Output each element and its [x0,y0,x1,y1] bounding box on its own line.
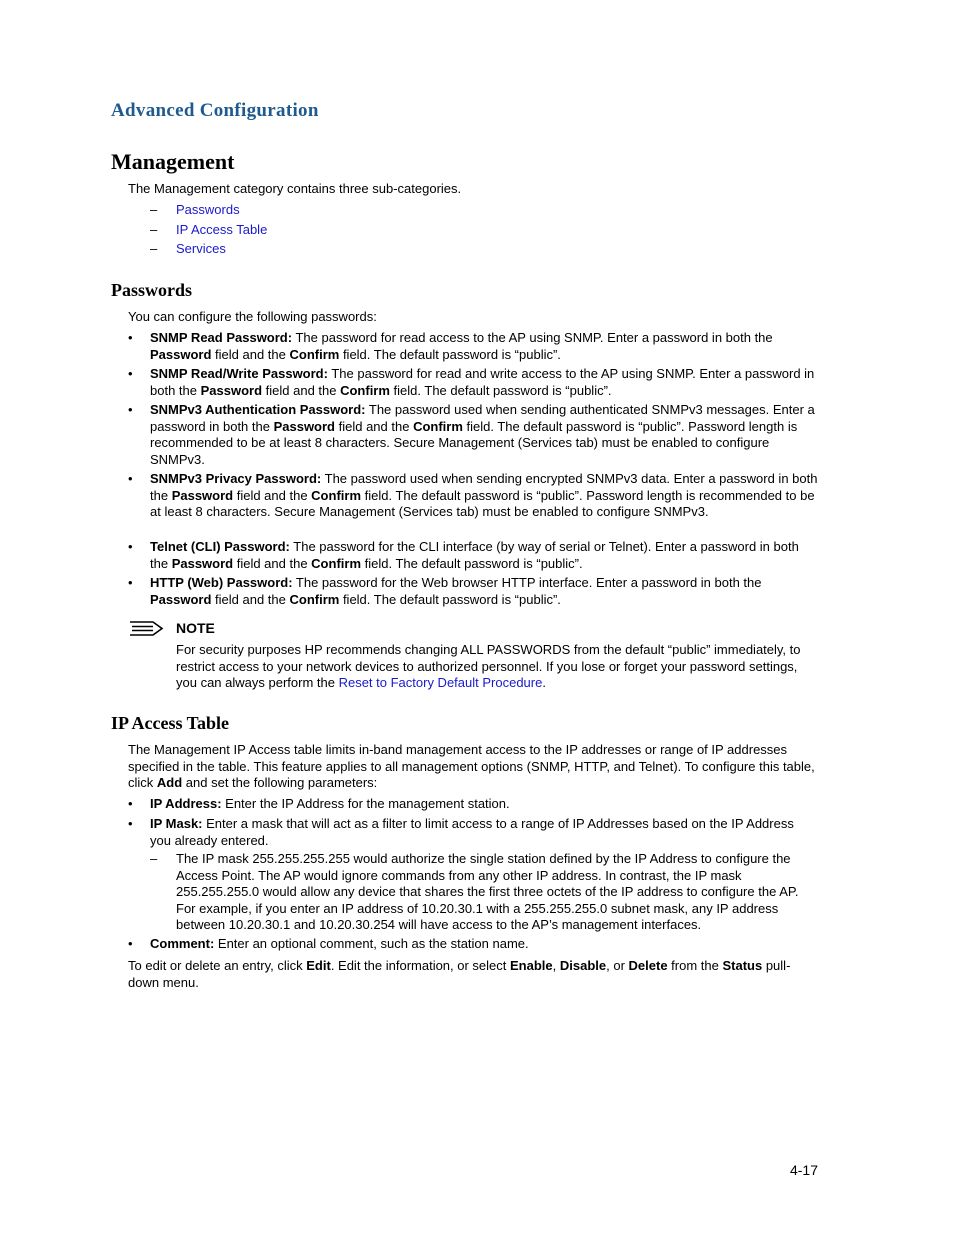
management-intro: The Management category contains three sub-categories. [128,181,462,196]
bullet-marker: • [128,936,133,951]
list-item-telnet: Telnet (CLI) Password: The password for the CLI interface (by way of serial or Telnet). Enter a password in both the Password field and the Confirm field. The default password is “public”. [150,539,799,571]
bullet-marker: • [128,816,133,831]
list-item-ip-mask: IP Mask: Enter a mask that will act as a filter to limit access to a range of IP Addresses based on the IP Address you already entered. [150,816,794,848]
list-item-snmp-read: SNMP Read Password: The password for read access to the AP using SNMP. Enter a password in both the Password field and the Confirm field. The default password is “public”. [150,330,773,362]
dash-marker: – [150,202,158,217]
edit-delete-instructions: To edit or delete an entry, click Edit. Edit the information, or select Enable, Disable, or Delete from the Status pull-down menu. [128,958,791,990]
list-item-snmpv3-auth: SNMPv3 Authentication Password: The password used when sending authenticated SNMPv3 messages. Enter a password in both the Password field and the Confirm field. The default password is “public”. Password length is recommended to be at least 8 characters. Secure Management (Services tab) must be enabled to configure SNMPv3. [150,402,815,467]
chapter-heading: Advanced Configuration [111,100,319,121]
passwords-link[interactable]: Passwords [176,202,240,217]
list-item-snmpv3-privacy: SNMPv3 Privacy Password: The password used when sending encrypted SNMPv3 data. Enter a password in both the Password field and the Confirm field. The default password is “public”. Password length is recommended to be at least 8 characters. Secure Management (Services tab) must be enabled to configure SNMPv3. [150,471,818,519]
bullet-marker: • [128,402,133,417]
note-text: For security purposes HP recommends changing ALL PASSWORDS from the default “public” immediately, to restrict access to your network devices to authorized personnel. If you lose or forget your password settings, you can always perform the Reset to Factory Default Procedure. [176,642,801,690]
bullet-marker: • [128,575,133,590]
list-item-snmp-read-write: SNMP Read/Write Password: The password for read and write access to the AP using SNMP. Enter a password in both the Password field and the Confirm field. The default password is “public”. [150,366,815,398]
ip-access-table-link[interactable]: IP Access Table [176,222,268,237]
passwords-intro: You can configure the following passwords: [128,309,377,324]
services-link[interactable]: Services [176,241,226,256]
ip-access-heading: IP Access Table [111,713,230,733]
bullet-marker: • [128,366,133,381]
bullet-marker: • [128,796,133,811]
bullet-marker: • [128,539,133,554]
passwords-heading: Passwords [111,280,193,300]
note-arrow-icon [129,620,165,642]
list-item-http: HTTP (Web) Password: The password for the Web browser HTTP interface. Enter a password in both the Password field and the Confirm field. The default password is “public”. [150,575,762,607]
list-item-ip-address: IP Address: Enter the IP Address for the management station. [150,796,510,811]
dash-marker: – [150,241,158,256]
dash-marker: – [150,222,158,237]
reset-procedure-link[interactable]: Reset to Factory Default Procedure [338,675,543,690]
dash-marker: – [150,851,158,866]
list-item-comment: Comment: Enter an optional comment, such as the station name. [150,936,529,951]
ip-mask-explanation: The IP mask 255.255.255.255 would authorize the single station defined by the IP Address to configure the Access Point. The AP would ignore commands from any other IP address. In contrast, the IP mask 255.255.255.0 would allow any device that shares the first three octets of the IP address to configure the AP. For example, if you enter an IP address of 10.20.30.1 with a 255.255.255.0 subnet mask, any IP address between 10.20.30.1 and 10.20.30.254 will have access to the AP’s management interfaces. [176,851,799,932]
bullet-marker: • [128,471,133,486]
bullet-marker: • [128,330,133,345]
page-title: Management [111,149,235,174]
ip-access-intro: The Management IP Access table limits in-band management access to the IP addresses or range of IP addresses specified in the table. This feature applies to all management options (SNMP, HTTP, and Telnet). To configure this table, click Add and set the following parameters: [128,742,815,790]
page-number: 4-17 [789,1162,818,1178]
note-label: NOTE [176,620,215,636]
